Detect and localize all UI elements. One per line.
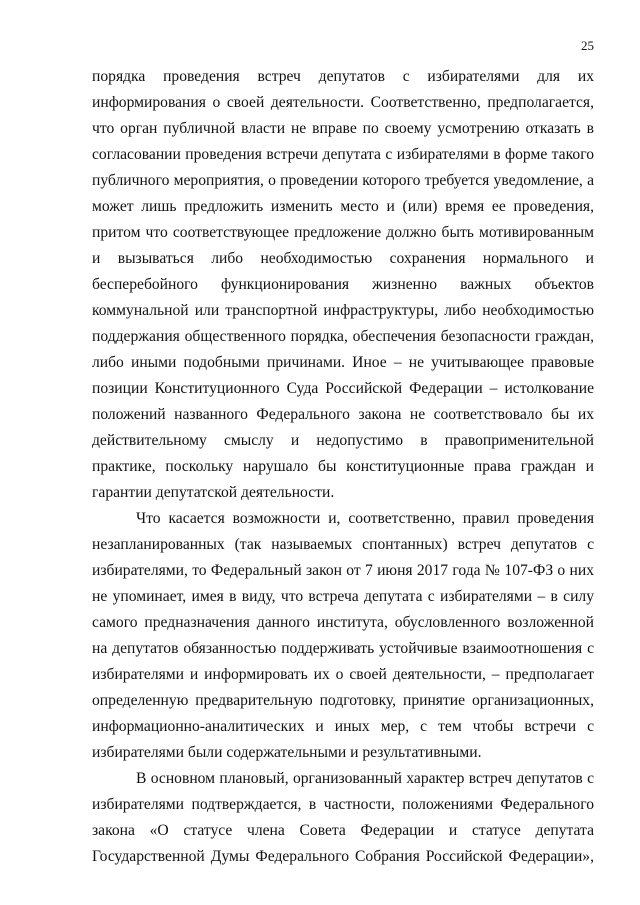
document-body xyxy=(92,64,594,870)
paragraph-3: В основном плановый, организованный характер встреч депутатов с избирателями подтверждается, в частности, положениями Федерального закона «О статусе члена Совета Федерации и статусе депутата Государственной Думы Федерального Собрания Российской Федерации», xyxy=(92,770,594,865)
page-number: 25 xyxy=(581,38,594,53)
paragraph-2: Что касается возможности и, соответственно, правил проведения незапланированных (так называемых спонтанных) встреч депутатов с избирателями, то Федеральный закон от 7 июня 2017 года № 107-ФЗ о них не упоминает, имея в виду, что встреча депутата с избирателями – в силу самого предназначения данного института, обусловленного возложенной на депутатов обязанностью поддерживать устойчивые взаимоотношения с избирателями и информировать их о своей деятельности, – предполагает определенную предварительную подготовку, принятие организационных, информационно-аналитических и иных мер, с тем чтобы встречи с избирателями были содержательными и результативными. xyxy=(92,510,594,761)
paragraph-1: порядка проведения встреч депутатов с избирателями для их информирования о своей деятельности. Соответственно, предполагается, что орган публичной власти не вправе по своему усмотрению отказать в согласовании проведения встречи депутата с избирателями в форме такого публичного мероприятия, о проведении которого требуется уведомление, а может лишь предложить изменить место и (или) время ее проведения, притом что соответствующее предложение должно быть мотивированным и вызываться либо необходимостью сохранения нормального и бесперебойного функционирования жизненно важных объектов коммунальной или транспортной инфраструктуры, либо необходимостью поддержания общественного порядка, обеспечения безопасности граждан, либо иными подобными причинами. Иное – не учитывающее правовые позиции Конституционного Суда Российской Федерации – истолкование положений названного Федерального закона не соответствовало бы их действительному смыслу и недопустимо в правоприменительной практике, поскольку нарушало бы конституционные права граждан и гарантии депутатской деятельности. xyxy=(92,68,594,501)
